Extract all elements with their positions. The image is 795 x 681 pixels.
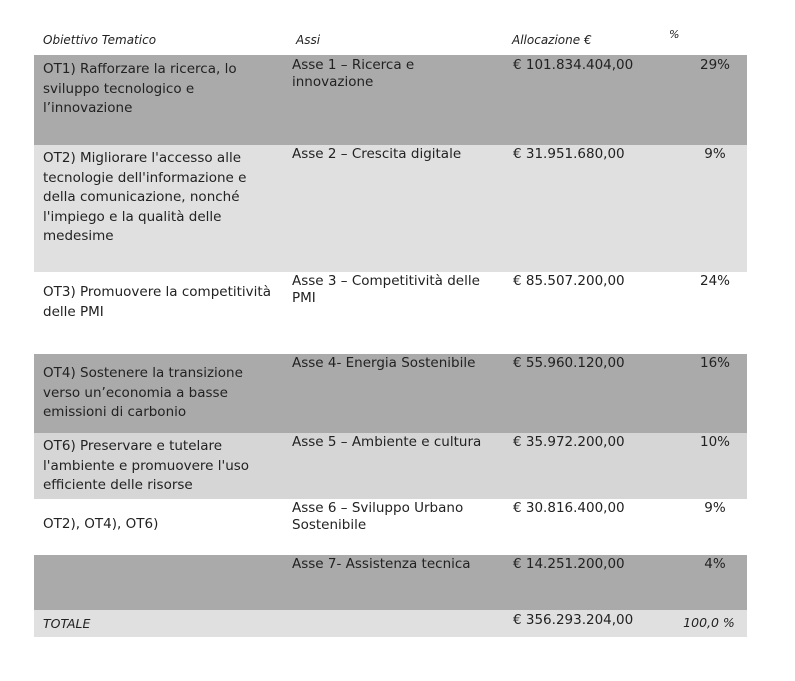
header-assi: Assi: [296, 33, 321, 47]
total-label: TOTALE: [43, 616, 91, 631]
table-row: [34, 433, 747, 499]
table-row: [34, 55, 747, 145]
cell-percent: 16%: [699, 355, 730, 371]
cell-obiettivo: OT2) Migliorare l'accesso alle tecnologie dell'informazione e della comunicazione, nonché l'impiego e la qualità delle medesime: [43, 150, 247, 244]
header-obiettivo: Obiettivo Tematico: [43, 33, 157, 47]
table-row: [34, 555, 747, 610]
cell-asse: Asse 2 – Crescita digitale: [292, 146, 462, 162]
cell-percent: 9%: [704, 146, 726, 162]
cell-allocazione: € 55.960.120,00: [513, 355, 625, 371]
table-row: [34, 145, 747, 272]
table-row: [34, 499, 747, 555]
cell-obiettivo: OT4) Sostenere la transizione verso un’economia a basse emissioni di carbonio: [43, 365, 243, 420]
header-percent: %: [669, 28, 680, 41]
cell-asse: Asse 4- Energia Sostenibile: [292, 355, 476, 371]
cell-asse: Asse 7- Assistenza tecnica: [292, 556, 471, 572]
cell-allocazione: € 101.834.404,00: [513, 57, 634, 73]
cell-allocazione: € 31.951.680,00: [513, 146, 625, 162]
total-row: [34, 610, 747, 637]
cell-obiettivo: OT1) Rafforzare la ricerca, lo sviluppo tecnologico e l’innovazione: [43, 61, 237, 116]
cell-allocazione: € 85.507.200,00: [513, 273, 625, 289]
cell-percent: 9%: [704, 500, 726, 516]
table-row: [34, 272, 747, 354]
cell-asse: Asse 3 – Competitività delle PMI: [292, 273, 480, 306]
cell-percent: 29%: [699, 57, 730, 73]
cell-allocazione: € 14.251.200,00: [513, 556, 625, 572]
total-percent: 100,0 %: [683, 615, 735, 630]
cell-obiettivo: OT6) Preservare e tutelare l'ambiente e promuovere l'uso efficiente delle risorse: [43, 438, 250, 493]
cell-asse: Asse 5 – Ambiente e cultura: [292, 434, 482, 450]
cell-asse: Asse 1 – Ricerca e innovazione: [292, 57, 415, 90]
cell-percent: 24%: [699, 273, 730, 289]
table-row: [34, 354, 747, 433]
header-allocazione: Allocazione €: [512, 33, 592, 47]
cell-allocazione: € 35.972.200,00: [513, 434, 625, 450]
cell-percent: 4%: [704, 556, 726, 572]
cell-obiettivo: OT2), OT4), OT6): [43, 516, 159, 532]
cell-percent: 10%: [699, 434, 730, 450]
cell-asse: Asse 6 – Sviluppo Urbano Sostenibile: [292, 500, 464, 533]
cell-allocazione: € 30.816.400,00: [513, 500, 625, 516]
cell-obiettivo: OT3) Promuovere la competitività delle PMI: [43, 284, 271, 320]
total-allocazione: € 356.293.204,00: [513, 612, 634, 628]
